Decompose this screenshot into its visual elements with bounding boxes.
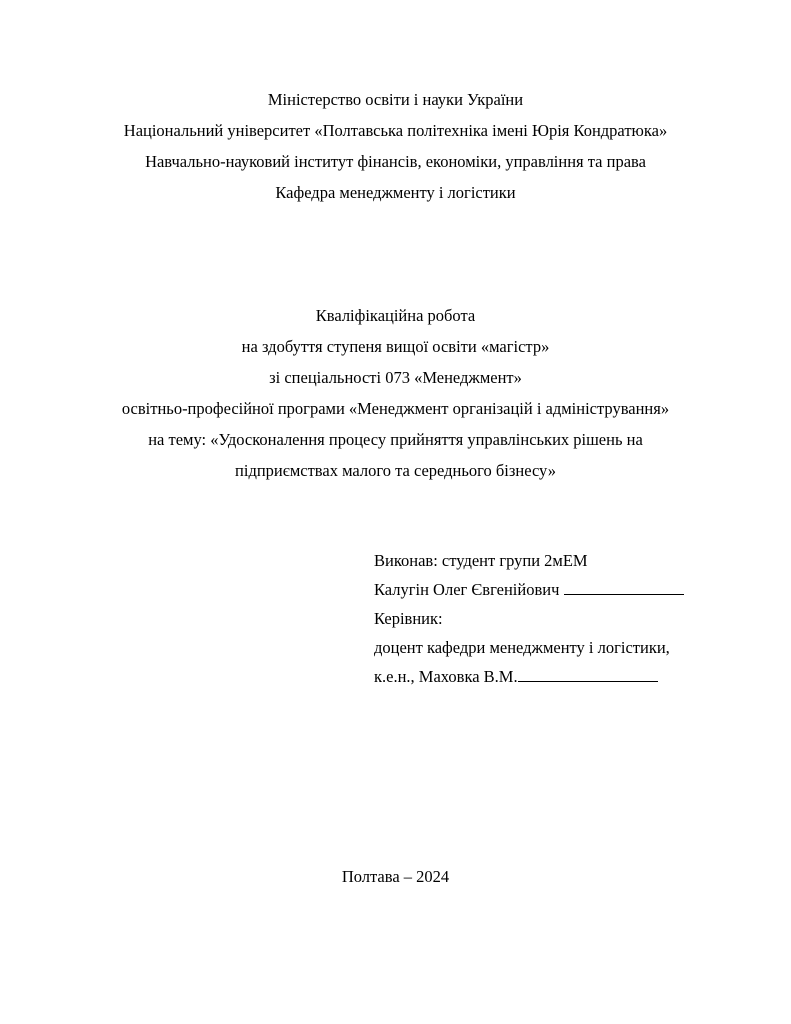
supervisor-name-row [374,662,791,691]
supervisor-name: к.е.н., Маховка В.М. [374,667,518,686]
ministry-line: Міністерство освіти і науки України [267,90,524,109]
performer-signature-line [564,580,684,595]
university-line: Національний університет «Полтавська політехніка імені Юрія Кондратюка» [123,121,668,140]
specialty-line: зі спеціальності 073 «Менеджмент» [269,368,522,387]
institute-line: Навчально-науковий інститут фінансів, економіки, управління та права [145,152,646,171]
degree-line: на здобуття ступеня вищої освіти «магістр» [241,337,550,356]
program-line: освітньо-професійної програми «Менеджмент організацій і адміністрування» [121,399,670,418]
topic-line-2: підприємствах малого та середнього бізнесу» [235,461,556,480]
place-year-block [0,861,791,892]
supervisor-label: Керівник: [374,609,443,628]
performer-label: Виконав: студент групи 2мЕМ [374,551,588,570]
work-type-line: Кваліфікаційна робота [315,306,476,325]
author-supervisor-block [0,546,791,691]
topic-line-1: на тему: «Удосконалення процесу прийняття управлінських рішень на [148,430,643,449]
performer-name: Калугін Олег Євгенійович [374,580,560,599]
supervisor-position: доцент кафедри менеджменту і логістики, [374,638,670,657]
thesis-description [0,300,791,486]
institution-header [0,84,791,208]
place-year: Полтава – 2024 [341,867,450,886]
department-line: Кафедра менеджменту і логістики [275,183,516,202]
supervisor-signature-line [518,667,658,682]
performer-name-row [374,575,791,604]
